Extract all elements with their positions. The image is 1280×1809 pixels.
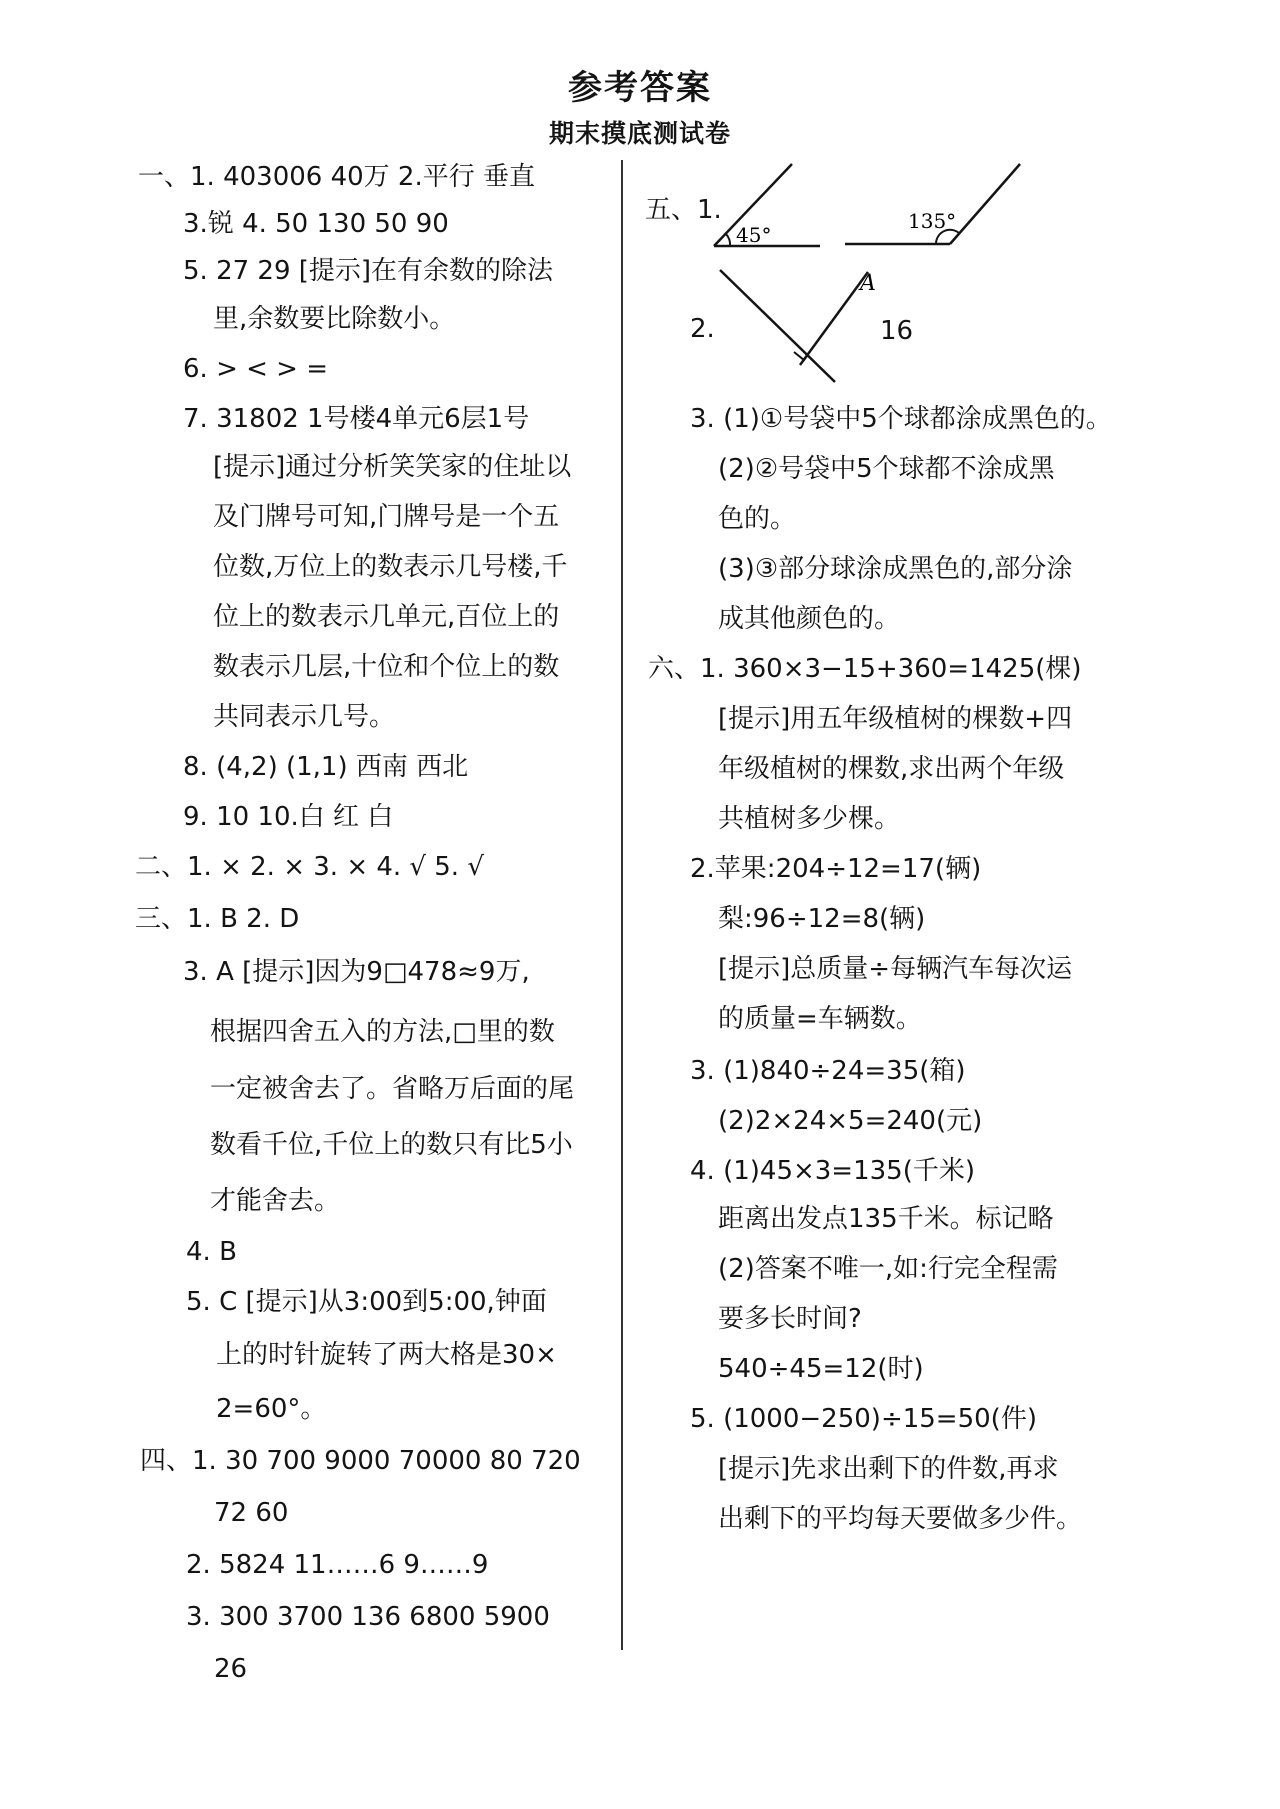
answer-line: 5. (1000−250)÷15=50(件) bbox=[690, 1404, 1037, 1434]
answer-line: 16 bbox=[880, 316, 914, 346]
column-divider bbox=[621, 160, 623, 1650]
angle-45-label: 45° bbox=[736, 223, 772, 247]
answer-line: 里,余数要比除数小。 bbox=[213, 304, 456, 334]
angle-135-label: 135° bbox=[908, 209, 957, 233]
answer-line: 540÷45=12(时) bbox=[718, 1354, 924, 1384]
answer-line: 三、1. B 2. D bbox=[135, 904, 300, 934]
answer-line: 2. bbox=[690, 314, 715, 344]
answer-line: 上的时针旋转了两大格是30× bbox=[216, 1340, 557, 1370]
answer-line: 6. > < > = bbox=[183, 354, 329, 384]
answer-line: 一、1. 403006 40万 2.平行 垂直 bbox=[138, 162, 536, 192]
answer-line: 出剩下的平均每天要做多少件。 bbox=[718, 1504, 1083, 1534]
answer-line: (2)②号袋中5个球都不涂成黑 bbox=[718, 454, 1055, 484]
answer-line: 四、1. 30 700 9000 70000 80 720 bbox=[140, 1446, 581, 1476]
answer-line: 3. (1)840÷24=35(箱) bbox=[690, 1056, 966, 1086]
answer-line: 2. 5824 11……6 9……9 bbox=[186, 1550, 489, 1580]
answer-line: 位数,万位上的数表示几号楼,千 bbox=[213, 552, 568, 582]
answer-line: 年级植树的棵数,求出两个年级 bbox=[718, 754, 1065, 784]
answer-line: [提示]总质量÷每辆汽车每次运 bbox=[718, 954, 1073, 984]
answer-line: 距离出发点135千米。标记略 bbox=[718, 1204, 1054, 1234]
answer-line: 2=60°。 bbox=[216, 1394, 327, 1424]
answer-line: 26 bbox=[214, 1654, 248, 1684]
answer-line: [提示]先求出剩下的件数,再求 bbox=[718, 1454, 1059, 1484]
answer-line: (2)2×24×5=240(元) bbox=[718, 1106, 983, 1136]
answer-line: 共同表示几号。 bbox=[213, 702, 396, 732]
page-title: 参考答案 bbox=[568, 68, 712, 108]
answer-line: 根据四舍五入的方法,□里的数 bbox=[210, 1017, 555, 1047]
answer-line: 色的。 bbox=[718, 504, 797, 534]
answer-line: 72 60 bbox=[214, 1498, 289, 1528]
answer-line: 5. C [提示]从3:00到5:00,钟面 bbox=[186, 1287, 547, 1317]
answer-line: (2)答案不唯一,如:行完全程需 bbox=[718, 1254, 1058, 1284]
answer-line: [提示]通过分析笑笑家的住址以 bbox=[213, 452, 572, 482]
answer-line: 3.锐 4. 50 130 50 90 bbox=[183, 209, 449, 239]
answer-line: 4. B bbox=[186, 1237, 237, 1267]
answer-line: 二、1. × 2. × 3. × 4. √ 5. √ bbox=[135, 852, 484, 882]
answer-line: (3)③部分球涂成黑色的,部分涂 bbox=[718, 554, 1073, 584]
angle-135-ray bbox=[950, 164, 1020, 244]
page-subtitle: 期末摸底测试卷 bbox=[548, 119, 731, 148]
answer-line: 五、1. bbox=[645, 195, 722, 225]
answer-line: 9. 10 10.白 红 白 bbox=[183, 802, 394, 832]
angle-figures bbox=[700, 160, 1040, 400]
answer-line: 3. (1)①号袋中5个球都涂成黑色的。 bbox=[690, 404, 1112, 434]
answer-line: 才能舍去。 bbox=[210, 1186, 341, 1216]
answer-line: 及门牌号可知,门牌号是一个五 bbox=[213, 502, 560, 532]
answer-line: 成其他颜色的。 bbox=[718, 604, 901, 634]
answer-line: 5. 27 29 [提示]在有余数的除法 bbox=[183, 256, 554, 286]
angle-45-arc bbox=[726, 234, 730, 246]
answer-line: 8. (4,2) (1,1) 西南 西北 bbox=[183, 752, 469, 782]
answer-line: 4. (1)45×3=135(千米) bbox=[690, 1156, 976, 1186]
answer-line: 要多长时间? bbox=[718, 1304, 862, 1334]
line-long bbox=[720, 270, 835, 382]
point-a-label: A bbox=[860, 271, 876, 296]
answer-line: 7. 31802 1号楼4单元6层1号 bbox=[183, 404, 530, 434]
answer-line: [提示]用五年级植树的棵数+四 bbox=[718, 704, 1073, 734]
answer-line: 一定被舍去了。省略万后面的尾 bbox=[210, 1074, 575, 1104]
answer-line: 数表示几层,十位和个位上的数 bbox=[213, 652, 560, 682]
answer-line: 位上的数表示几单元,百位上的 bbox=[213, 602, 560, 632]
answer-line: 梨:96÷12=8(辆) bbox=[718, 904, 926, 934]
answer-line: 的质量=车辆数。 bbox=[718, 1004, 922, 1034]
answer-line: 3. 300 3700 136 6800 5900 bbox=[186, 1602, 550, 1632]
answer-line: 2.苹果:204÷12=17(辆) bbox=[690, 854, 982, 884]
answer-line: 3. A [提示]因为9□478≈9万, bbox=[183, 957, 530, 987]
answer-line: 数看千位,千位上的数只有比5小 bbox=[210, 1130, 573, 1160]
answer-line: 六、1. 360×3−15+360=1425(棵) bbox=[648, 654, 1082, 684]
answer-line: 共植树多少棵。 bbox=[718, 804, 901, 834]
